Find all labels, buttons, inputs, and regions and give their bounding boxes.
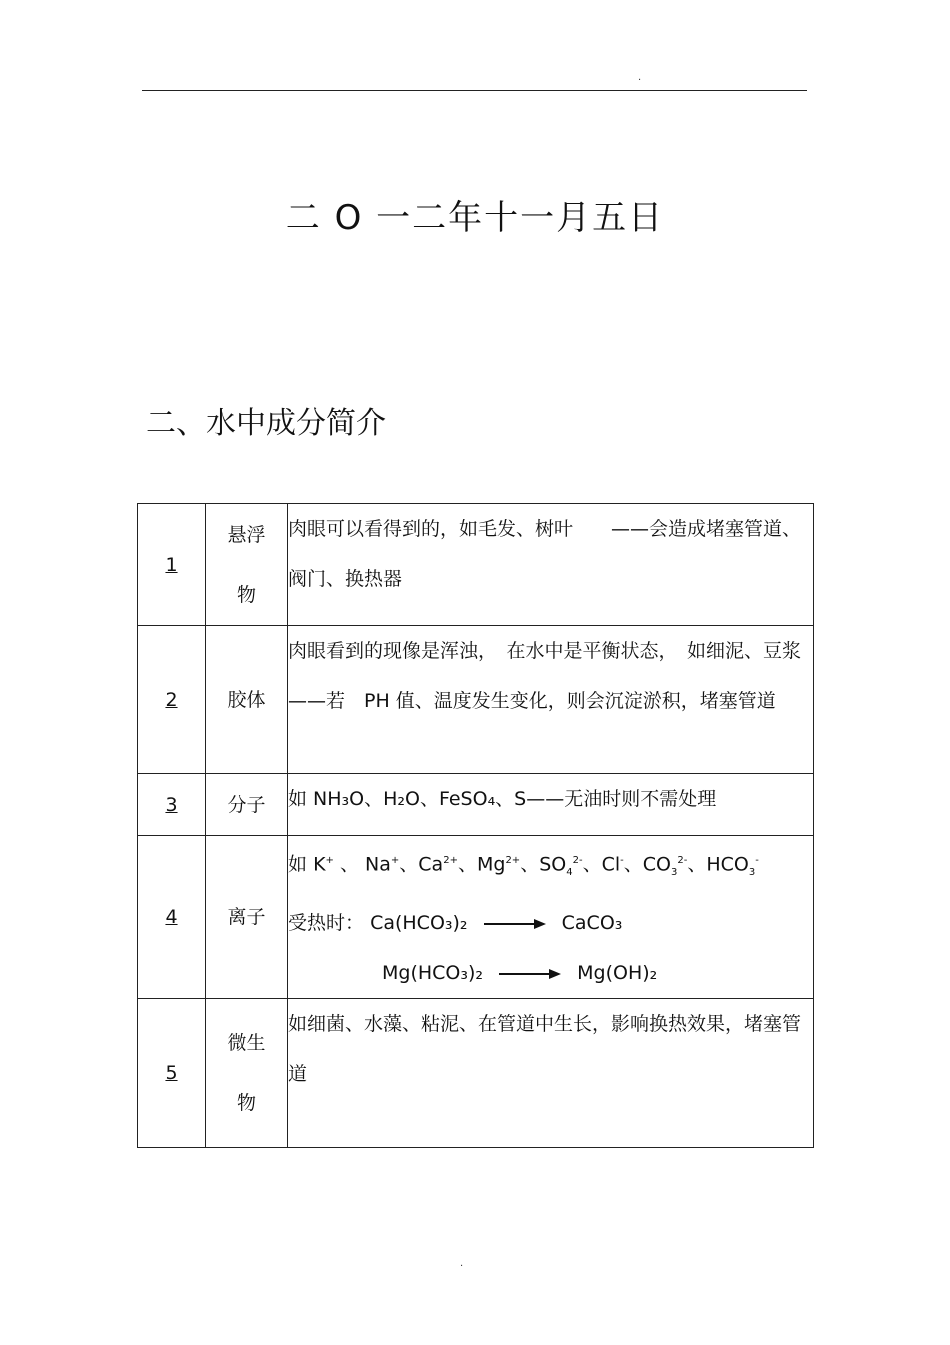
row-number: 3 xyxy=(138,774,206,836)
header-dot: . xyxy=(638,72,642,83)
reaction-calcium: 受热时： Ca(HCO₃)₂ CaCO₃ xyxy=(288,912,623,935)
section-heading: 二、水中成分简介 xyxy=(146,406,386,441)
table-row xyxy=(138,626,814,774)
reaction-magnesium: Mg(HCO₃)₂ Mg(OH)₂ xyxy=(382,962,658,985)
row-number: 4 xyxy=(138,836,206,999)
water-components-table xyxy=(137,503,814,1148)
row-number: 2 xyxy=(138,626,206,774)
table-row xyxy=(138,504,814,626)
row-name: 微生物 xyxy=(206,999,288,1148)
footer-dot: . xyxy=(460,1258,464,1269)
date-title: 二 O 一二年十一月五日 xyxy=(285,198,665,238)
row-description xyxy=(288,836,814,999)
row-name: 分子 xyxy=(206,774,288,836)
arrow-right-icon xyxy=(484,918,546,930)
row-number: 5 xyxy=(138,999,206,1148)
arrow-right-icon xyxy=(499,968,561,980)
header-rule xyxy=(142,90,807,91)
table-row xyxy=(138,774,814,836)
ion-list: 如 K+ 、 Na+、$Ca^{2+}$、$Mg^{2+}$、$SO_4^{2-}$、Cl-、$CO_3^{2-}$、$HCO_3^-$ xyxy=(288,853,759,879)
row-name: 悬浮物 xyxy=(206,504,288,626)
row-description: 如细菌、水藻、粘泥、在管道中生长，影响换热效果，堵塞管道 xyxy=(288,999,814,1148)
row-name: 离子 xyxy=(206,836,288,999)
table-row xyxy=(138,836,814,999)
row-description: 如 NH₃O、H₂O、FeSO₄、S——无油时则不需处理 xyxy=(288,774,814,836)
table-row xyxy=(138,999,814,1148)
row-description: 肉眼可以看得到的，如毛发、树叶 ——会造成堵塞管道、阀门、换热器 xyxy=(288,504,814,626)
row-name: 胶体 xyxy=(206,626,288,774)
row-description: 肉眼看到的现像是浑浊， 在水中是平衡状态， 如细泥、豆浆——若 PH 值、温度发生变化，则会沉淀淤积，堵塞管道 xyxy=(288,626,814,774)
row-number: 1 xyxy=(138,504,206,626)
